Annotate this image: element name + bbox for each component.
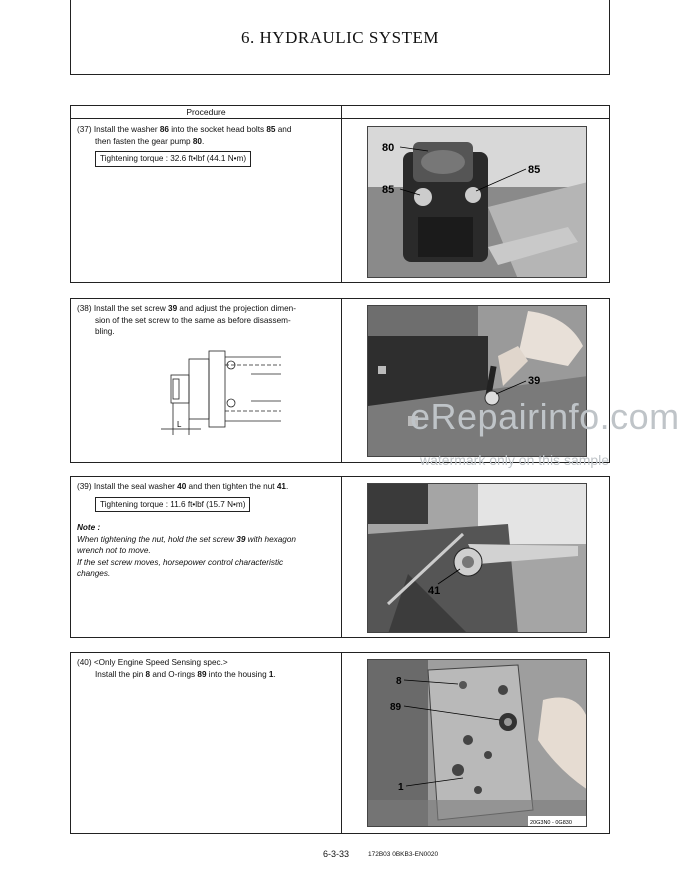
step-number: (38): [77, 304, 92, 313]
tightening-torque-box: Tightening torque : 32.6 ft•lbf (44.1 N•m): [95, 151, 251, 167]
housing-pin-photo: [367, 659, 587, 827]
step-text: (39) Install the seal washer 40 and then tighten the nut 41. Tightening torque : 11.6 ft•lbf (15.7 N•m) Note : When tightening the nut, hold the set screw 39 with hexagon wrench not to move. If the set screw moves, horsepower control characteristic changes.: [77, 481, 339, 580]
step-text: (37) Install the washer 86 into the socket head bolts 85 and then fasten the gear pump 80. Tightening torque : 32.6 ft•lbf (44.1 N•m): [77, 124, 339, 167]
watermark-site: eRepairinfo.com: [410, 396, 680, 437]
page-number: 6-3-33: [323, 849, 350, 859]
procedure-column-heading: Procedure: [71, 106, 341, 119]
callout-39: 39: [528, 375, 541, 387]
step-number: (37): [77, 125, 92, 134]
section-title: 6. HYDRAULIC SYSTEM: [241, 28, 439, 47]
note-block: Note : When tightening the nut, hold the set screw 39 with hexagon wrench not to move. If the set screw moves, horsepower control characteristic changes.: [77, 523, 296, 578]
callout-85: 85: [528, 164, 541, 176]
procedure-step-40: [70, 652, 610, 834]
procedure-step-38: [70, 298, 610, 463]
callout-8: 8: [396, 676, 402, 687]
gear-pump-photo: [367, 126, 587, 278]
nut-tightening-photo: [367, 483, 587, 633]
step-text: (40) <Only Engine Speed Sensing spec.> Install the pin 8 and O-rings 89 into the housing 1.: [77, 658, 276, 679]
step-number: (39): [77, 482, 92, 491]
callout-85-left: 85: [382, 184, 395, 196]
photo-column-heading: [341, 106, 609, 119]
callout-41: 41: [428, 585, 441, 597]
step-text: (38) Install the set screw 39 and adjust the projection dimen- sion of the set screw to the same as before disassem- bling.: [77, 304, 296, 336]
step-number: (40): [77, 658, 92, 667]
procedure-step-39: [70, 476, 610, 638]
watermark-note: watermark only on this sample: [420, 452, 610, 468]
tightening-torque-box: Tightening torque : 11.6 ft•lbf (15.7 N•m): [95, 497, 250, 513]
set-screw-diagram: [151, 339, 291, 439]
callout-80: 80: [382, 142, 395, 154]
callout-89: 89: [390, 702, 402, 713]
callout-1: 1: [398, 782, 404, 793]
dimension-label-L: L: [177, 420, 182, 429]
procedure-step-37: [70, 105, 610, 283]
section-header: [70, 0, 610, 75]
photo-code: 20G3N0 - 0G830: [530, 820, 572, 826]
document-code: 172B03 0BKB3-EN0020: [368, 851, 439, 858]
